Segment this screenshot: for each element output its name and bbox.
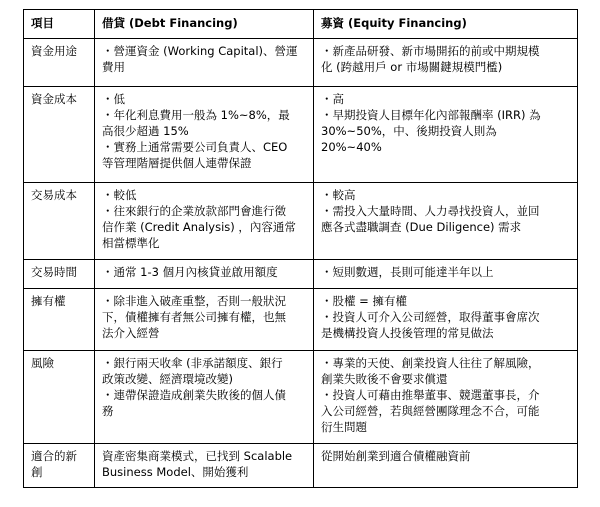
cell-line: 相當標準化 — [102, 236, 160, 250]
cell-line: ・往來銀行的企業放款部門會進行徵 — [102, 204, 286, 218]
cell-line: ・股權 = 擁有權 — [321, 294, 407, 308]
cell-line: 等管理階層提供個人連帶保證 — [102, 156, 252, 170]
row-item-label: 擁有權 — [24, 289, 95, 351]
table-row — [24, 87, 578, 183]
cell-line: 務 — [102, 404, 114, 418]
cell-line: ・實務上通常需要公司負責人、CEO — [102, 140, 288, 154]
debt-cell — [95, 260, 314, 289]
row-item-label — [24, 444, 95, 488]
equity-cell — [314, 39, 578, 87]
debt-cell — [95, 289, 314, 351]
cell-line: 政策改變、經濟環境改變) — [102, 372, 233, 386]
equity-cell — [314, 87, 578, 183]
cell-line: 30%~50%，中、後期投資人則為 — [321, 124, 497, 138]
row-item-label: 交易時間 — [24, 260, 95, 289]
table-row — [24, 444, 578, 488]
header-item: 項目 — [24, 10, 95, 39]
cell-line: ・除非進入破產重整，否則一般狀況 — [102, 294, 286, 308]
debt-cell — [95, 39, 314, 87]
cell-line: ・短則數週，長則可能達半年以上 — [321, 265, 494, 279]
cell-line: 費用 — [102, 60, 125, 74]
cell-line: 化 (跨越用戶 or 市場關鍵規模門檻) — [321, 60, 503, 74]
cell-line: ・新產品研發、新市場開拓的前或中期規模 — [321, 44, 540, 58]
cell-line: 20%~40% — [321, 140, 382, 154]
equity-cell — [314, 444, 578, 488]
header-debt: 借貸 (Debt Financing) — [95, 10, 314, 39]
cell-line: 高很少超過 15% — [102, 124, 189, 138]
debt-cell — [95, 351, 314, 444]
equity-cell — [314, 351, 578, 444]
cell-line: ・年化利息費用一般為 1%~8%，最 — [102, 108, 290, 122]
cell-line: ・銀行兩天收傘 (非承諾額度、銀行 — [102, 356, 283, 370]
row-item-label: 風險 — [24, 351, 95, 444]
cell-line: ・連帶保證造成創業失敗後的個人債 — [102, 388, 286, 402]
row-item-label: 資金成本 — [24, 87, 95, 183]
cell-line: 衍生問題 — [321, 420, 367, 434]
equity-cell — [314, 183, 578, 260]
cell-line: ・較高 — [321, 188, 356, 202]
cell-line: ・投資人可介入公司經營，取得董事會席次 — [321, 310, 540, 324]
cell-line: ・營運資金 (Working Capital)、營運 — [102, 44, 298, 58]
table-row — [24, 289, 578, 351]
cell-line: ・低 — [102, 92, 125, 106]
cell-line: 是機構投資人投後管理的常見做法 — [321, 326, 494, 340]
cell-line: 創業失敗後不會要求償還 — [321, 372, 448, 386]
cell-line: 信作業 (Credit Analysis) ，內容通常 — [102, 220, 296, 234]
cell-line: ・高 — [321, 92, 344, 106]
equity-cell — [314, 260, 578, 289]
comparison-table-container — [23, 9, 578, 488]
cell-line: ・專業的天使、創業投資人往往了解風險， — [321, 356, 540, 370]
header-equity: 募資 (Equity Financing) — [314, 10, 578, 39]
financing-comparison-table — [23, 9, 578, 488]
cell-line: 創 — [31, 465, 43, 479]
table-row — [24, 260, 578, 289]
cell-line: ・需投入大量時間、人力尋找投資人，並回 — [321, 204, 540, 218]
debt-cell — [95, 444, 314, 488]
cell-line: ・較低 — [102, 188, 137, 202]
cell-line: 適合的新 — [31, 449, 77, 463]
table-header-row — [24, 10, 578, 39]
cell-line: ・通常 1-3 個月內核貸並啟用額度 — [102, 265, 278, 279]
row-item-label: 資金用途 — [24, 39, 95, 87]
debt-cell — [95, 87, 314, 183]
cell-line: 從開始創業到適合債權融資前 — [321, 449, 471, 463]
debt-cell — [95, 183, 314, 260]
table-row — [24, 351, 578, 444]
cell-line: 入公司經營，若與經營團隊理念不合，可能 — [321, 404, 540, 418]
table-row — [24, 183, 578, 260]
table-row — [24, 39, 578, 87]
cell-line: 應各式盡職調查 (Due Diligence) 需求 — [321, 220, 522, 234]
cell-line: 下，債權擁有者無公司擁有權，也無 — [102, 310, 286, 324]
cell-line: ・早期投資人目標年化內部報酬率 (IRR) 為 — [321, 108, 541, 122]
row-item-label: 交易成本 — [24, 183, 95, 260]
cell-line: 資產密集商業模式，已找到 Scalable — [102, 449, 293, 463]
cell-line: ・投資人可藉由推舉董事、競選董事長，介 — [321, 388, 540, 402]
cell-line: Business Model、開始獲利 — [102, 465, 249, 479]
cell-line: 法介入經營 — [102, 326, 160, 340]
equity-cell — [314, 289, 578, 351]
